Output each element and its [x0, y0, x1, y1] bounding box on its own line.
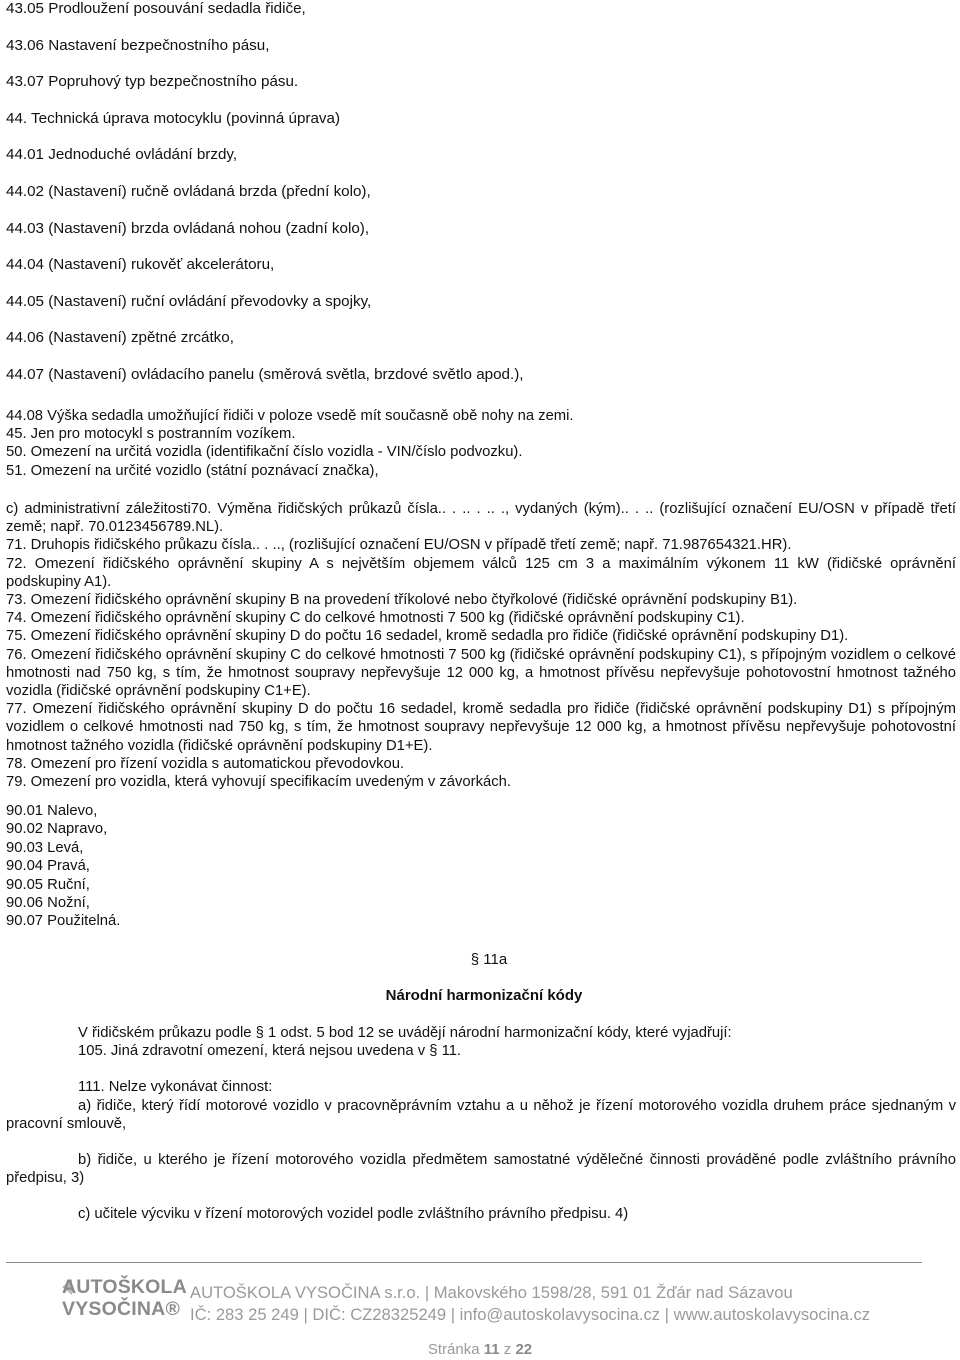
list-item: 45. Jen pro motocykl s postranním vozíkem.: [6, 426, 296, 443]
administrative-codes-list: [6, 500, 956, 791]
logo-line-2: VYSOČINA®: [62, 1298, 181, 1320]
list-item: 90.01 Nalevo,: [6, 803, 98, 819]
list-item: 44.02 (Nastavení) ručně ovládaná brzda (přední kolo),: [6, 182, 371, 200]
page-sep: z: [503, 1341, 512, 1358]
section-title: Národní harmonizační kódy: [385, 987, 583, 1004]
paragraph-code-74: 74. Omezení řidičského oprávnění skupiny C do celkové hmotnosti 7 500 kg (řidičské oprávnění podskupiny C1).: [6, 610, 745, 627]
paragraph-code-70: c) administrativní záležitosti70. Výměna řidičských průkazů čísla.. . .. . .. ., vydaných (kým).. . .. (rozlišující označení EU/OSN v případě třetí země; např. 70.0123456789.NL).: [6, 501, 956, 536]
paragraph-code-72: 72. Omezení řidičského oprávnění skupiny A s největším objemem válců 125 cm 3 a maximálním výkonem 11 kW (řidičské oprávnění podskupiny A1).: [6, 555, 956, 590]
list-item: 44.06 (Nastavení) zpětné zrcátko,: [6, 329, 234, 347]
logo-line-1: AUTOŠKOLA: [62, 1276, 187, 1298]
list-item: 43.07 Popruhový typ bezpečnostního pásu.: [6, 73, 299, 91]
list-item: 43.05 Prodloužení posouvání sedadla řidiče,: [6, 0, 306, 17]
list-item: 90.07 Použitelná.: [6, 913, 121, 930]
item-c-paragraph: c) učitele výcviku v řízení motorových vozidel podle zvláštního právního předpisu. 4): [78, 1206, 629, 1223]
intro-paragraph: V řidičském průkazu podle § 1 odst. 5 bod 12 se uvádějí národní harmonizační kódy, které vyjadřují:: [78, 1025, 732, 1041]
list-item: 44.04 (Nastavení) rukověť akcelerátoru,: [6, 256, 275, 274]
footer-address: AUTOŠKOLA VYSOČINA s.r.o. | Makovského 1598/28, 591 01 Žďár nad Sázavou: [190, 1283, 793, 1302]
list-item: 90.05 Ruční,: [6, 876, 90, 893]
list-item: 44.08 Výška sedadla umožňující řidiči v poloze vsedě mít současně obě nohy na zemi.: [6, 408, 574, 424]
footer-contact: [190, 1282, 870, 1326]
paragraph-code-75: 75. Omezení řidičského oprávnění skupiny D do počtu 16 sedadel, kromě sedadla pro řidiče (řidičské oprávnění podskupiny D1).: [6, 628, 849, 645]
paragraph-code-73: 73. Omezení řidičského oprávnění skupiny B na provedení tříkolové nebo čtyřkolové (řidičské oprávnění podskupiny B1).: [6, 592, 798, 609]
list-item: 90.02 Napravo,: [6, 821, 108, 838]
list-item: 90.04 Pravá,: [6, 858, 90, 875]
restriction-codes-list-44-51: [6, 407, 954, 480]
item-b-paragraph: b) řidiče, u kterého je řízení motorového vozidla předmětem samostatné výdělečné činnosti prováděné podle zvláštního právního předpisu, 3): [6, 1152, 956, 1187]
item-a-paragraph: a) řidiče, který řídí motorové vozidlo v pracovněprávním vztahu a u něhož je řízení motorového vozidla druhem práce sjednaným v pracovní smlouvě,: [6, 1097, 956, 1132]
footer-divider: [6, 1262, 922, 1263]
footer-ids: IČ: 283 25 249 | DIČ: CZ28325249 | info@autoskolavysocina.cz | www.autoskolavysocina.cz: [190, 1305, 871, 1324]
list-item: 44.05 (Nastavení) ruční ovládání převodovky a spojky,: [6, 292, 372, 310]
logo-wordmark: [62, 1276, 187, 1320]
national-codes-section: [6, 1024, 956, 1224]
paragraph-code-76: 76. Omezení řidičského oprávnění skupiny C do celkové hmotnosti 7 500 kg (řidičské oprávnění podskupiny C1), s přípojným vozidlem o celkové hmotnosti nad 750 kg, s tím, že hmotnost soupravy nepřevyšuje 12 000 kg, a hmotnost přívěsu nepřevyšuje pohotovostní hmotnost tažného vozidla (řidičské oprávnění podskupiny C1+E).: [6, 646, 956, 700]
list-item: 43.06 Nastavení bezpečnostního pásu,: [6, 36, 270, 54]
restriction-codes-list-43-44: [6, 0, 946, 403]
list-item: 90.06 Nožní,: [6, 895, 90, 912]
list-item: 44. Technická úprava motocyklu (povinná úprava): [6, 109, 341, 127]
page-current: 11: [483, 1341, 500, 1358]
list-item: 44.01 Jednoduché ovládání brzdy,: [6, 146, 238, 164]
section-number: § 11a: [470, 951, 508, 968]
company-logo: [62, 1276, 187, 1324]
code-105-paragraph: 105. Jiná zdravotní omezení, která nejsou uvedena v § 11.: [78, 1043, 462, 1060]
list-item: 90.03 Levá,: [6, 839, 84, 856]
paragraph-code-78: 78. Omezení pro řízení vozidla s automatickou převodovkou.: [6, 755, 405, 772]
page-number: [0, 1341, 960, 1358]
paragraph-code-79: 79. Omezení pro vozidla, která vyhovují specifikacím uvedeným v závorkách.: [6, 774, 511, 791]
list-item: 50. Omezení na určitá vozidla (identifikační číslo vozidla - VIN/číslo podvozku).: [6, 444, 523, 461]
page-total: 22: [515, 1341, 533, 1358]
list-item: 51. Omezení na určité vozidlo (státní poznávací značka),: [6, 462, 379, 479]
page-label: Stránka: [427, 1341, 480, 1358]
paragraph-code-71: 71. Druhopis řidičského průkazu čísla.. . .., (rozlišující označení EU/OSN v případě třetí země; např. 71.987654321.HR).: [6, 537, 792, 554]
list-item: 44.03 (Nastavení) brzda ovládaná nohou (zadní kolo),: [6, 219, 370, 237]
code-111-paragraph: 111. Nelze vykonávat činnost:: [78, 1079, 273, 1096]
paragraph-code-77: 77. Omezení řidičského oprávnění skupiny D do počtu 16 sedadel, kromě sedadla pro řidiče (řidičské oprávnění podskupiny D1) s přípojným vozidlem o celkové hmotnosti nad 750 kg, s tím, že hmotnost soupravy nepřevyšuje 12 000 kg, a hmotnost přívěsu nepřevyšuje pohotovostní hmotnost tažného vozidla (řidičské oprávnění podskupiny D1+E).: [6, 701, 956, 754]
list-item: 44.07 (Nastavení) ovládacího panelu (směrová světla, brzdové světlo apod.),: [6, 365, 524, 383]
codes-90-list: [6, 802, 120, 931]
